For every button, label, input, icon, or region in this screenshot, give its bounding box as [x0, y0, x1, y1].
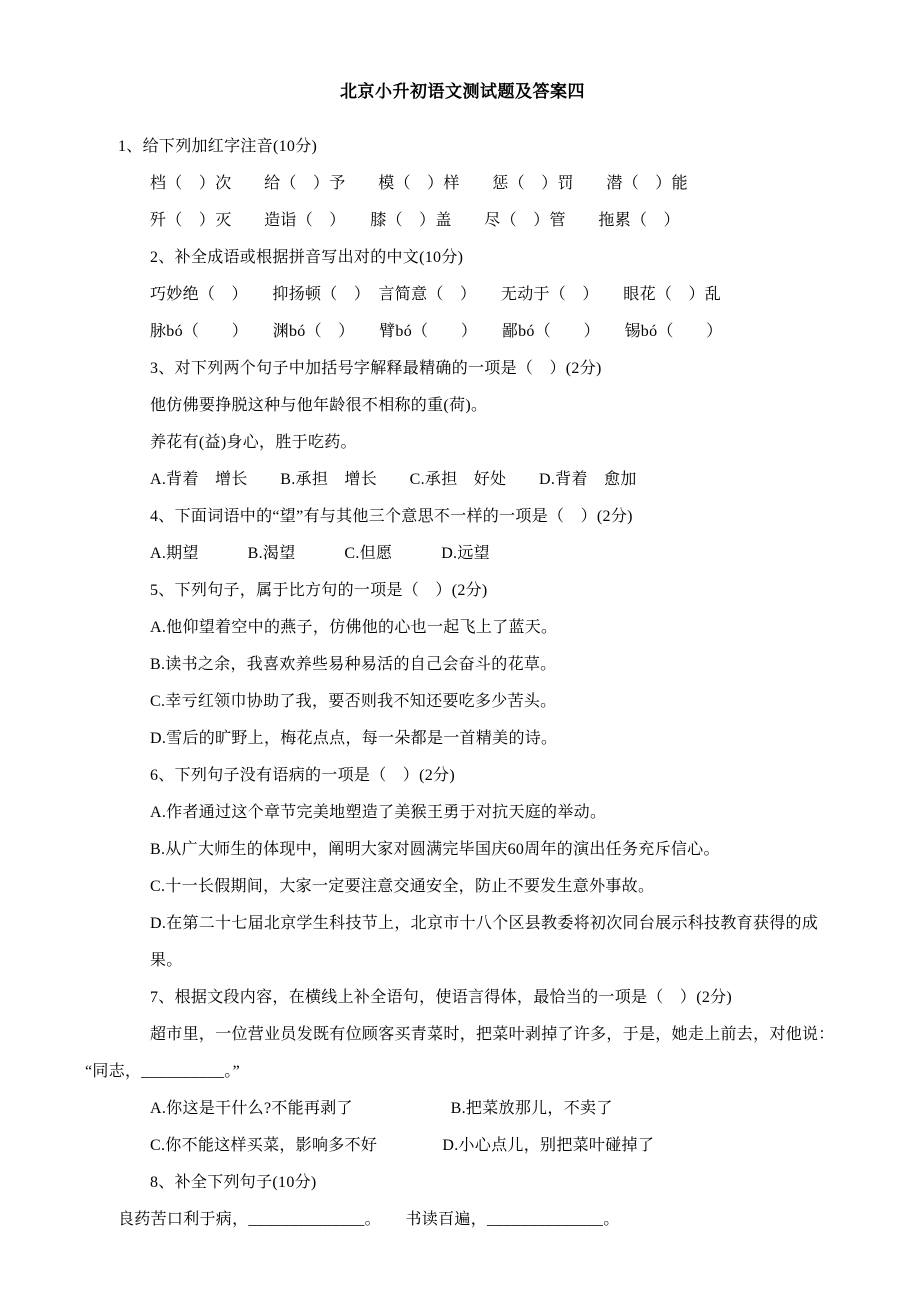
question-3-sentence-2: 养花有(益)身心，胜于吃药。	[150, 434, 357, 451]
document-title: 北京小升初语文测试题及答案四	[340, 82, 585, 101]
question-7	[85, 979, 840, 1164]
question-6-option-a: A.作者通过这个章节完美地塑造了美猴王勇于对抗天庭的举动。	[150, 804, 607, 821]
question-5-option-a: A.他仰望着空中的燕子，仿佛他的心也一起飞上了蓝天。	[150, 619, 558, 636]
question-1	[85, 128, 840, 239]
question-1-line-2: 歼（ ）灭 造诣（ ） 膝（ ）盖 尽（ ）管 拖累（ ）	[150, 212, 680, 229]
question-7-options-ab: A.你这是干什么?不能再剥了 B.把菜放那儿，不卖了	[150, 1100, 613, 1117]
question-6-option-d: D.在第二十七届北京学生科技节上，北京市十八个区县教委将初次同台展示科技教育获得的成果。	[150, 915, 819, 969]
question-7-blank-sentence: “同志，__________。”	[85, 1063, 241, 1080]
question-1-line-1: 档（ ）次 给（ ）予 模（ ）样 惩（ ）罚 潜（ ）能	[150, 175, 688, 192]
question-1-heading: 1、给下列加红字注音(10分)	[118, 138, 318, 155]
question-3-options: A.背着 增长 B.承担 增长 C.承担 好处 D.背着 愈加	[150, 471, 637, 488]
question-8	[85, 1164, 840, 1238]
question-7-passage: 超市里，一位营业员发既有位顾客买青菜时，把菜叶剥掉了许多，于是，她走上前去，对他说：	[150, 1026, 835, 1043]
question-2-heading: 2、补全成语或根据拼音写出对的中文(10分)	[150, 249, 464, 266]
question-2-line-2: 脉bó（ ） 渊bó（ ） 臂bó（ ） 鄙bó（ ） 锡bó（ ）	[150, 323, 723, 340]
question-6-option-b: B.从广大师生的体现中，阐明大家对圆满完毕国庆60周年的演出任务充斥信心。	[150, 841, 720, 858]
question-2-line-1: 巧妙绝（ ） 抑扬顿（ ） 言简意（ ） 无动于（ ） 眼花（ ）乱	[150, 286, 722, 303]
question-5-option-c: C.幸亏红领巾协助了我，要否则我不知还要吃多少苦头。	[150, 693, 557, 710]
question-4-options: A.期望 B.渴望 C.但愿 D.远望	[150, 545, 490, 562]
question-6-option-c: C.十一长假期间，大家一定要注意交通安全，防止不要发生意外事故。	[150, 878, 655, 895]
question-3-sentence-1: 他仿佛要挣脱这种与他年龄很不相称的重(荷)。	[150, 397, 488, 414]
question-6	[85, 757, 840, 979]
question-4	[85, 498, 840, 572]
question-8-blanks: 良药苦口利于病，______________。 书读百遍，______________。	[118, 1211, 620, 1228]
question-5-option-b: B.读书之余，我喜欢养些易种易活的自己会奋斗的花草。	[150, 656, 557, 673]
question-7-options-cd: C.你不能这样买菜，影响多不好 D.小心点儿，别把菜叶碰掉了	[150, 1137, 655, 1154]
question-6-heading: 6、下列句子没有语病的一项是（ ）(2分)	[150, 767, 455, 784]
question-4-heading: 4、下面词语中的“望”有与其他三个意思不一样的一项是（ ）(2分)	[150, 508, 633, 525]
question-8-heading: 8、补全下列句子(10分)	[150, 1174, 317, 1191]
question-7-heading: 7、根据文段内容，在横线上补全语句，使语言得体，最恰当的一项是（ ）(2分)	[150, 989, 733, 1006]
question-5-option-d: D.雪后的旷野上，梅花点点，每一朵都是一首精美的诗。	[150, 730, 558, 747]
question-3	[85, 350, 840, 498]
question-2	[85, 239, 840, 350]
question-5-heading: 5、下列句子，属于比方句的一项是（ ）(2分)	[150, 582, 488, 599]
question-3-heading: 3、对下列两个句子中加括号字解释最精确的一项是（ ）(2分)	[150, 360, 602, 377]
question-5	[85, 572, 840, 757]
